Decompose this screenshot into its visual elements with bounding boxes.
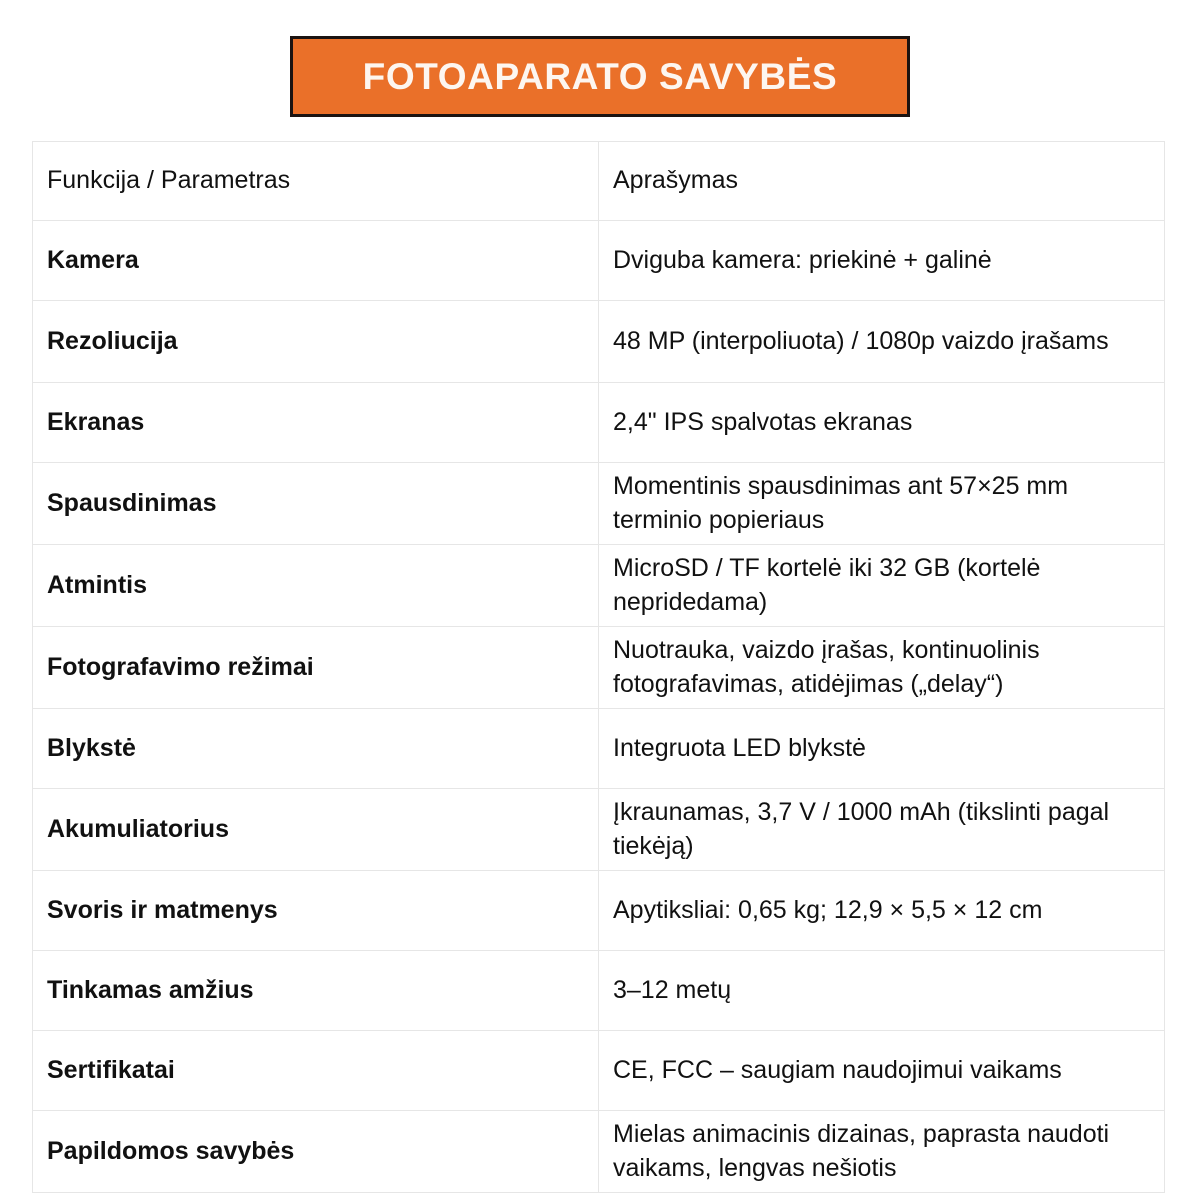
parameter-label: Blykstė xyxy=(47,733,136,762)
cell-description xyxy=(599,463,1165,545)
cell-parameter xyxy=(33,463,599,545)
cell-description xyxy=(599,709,1165,789)
cell-parameter xyxy=(33,1111,599,1193)
table-row xyxy=(33,221,1165,301)
table-row xyxy=(33,1031,1165,1111)
table-header-row xyxy=(33,142,1165,221)
parameter-label: Tinkamas amžius xyxy=(47,975,254,1004)
cell-description xyxy=(599,627,1165,709)
cell-parameter xyxy=(33,383,599,463)
description-value: Momentinis spausdinimas ant 57×25 mm terminio popieriaus xyxy=(613,472,1069,534)
description-value: 48 MP (interpoliuota) / 1080p vaizdo įrašams xyxy=(613,326,1109,355)
cell-description xyxy=(599,383,1165,463)
parameter-label: Spausdinimas xyxy=(47,488,217,517)
page-title-banner xyxy=(290,36,910,117)
cell-parameter xyxy=(33,1031,599,1111)
parameter-label: Akumuliatorius xyxy=(47,814,229,843)
description-value: Dviguba kamera: priekinė + galinė xyxy=(613,245,992,274)
table-row xyxy=(33,709,1165,789)
description-value: Įkraunamas, 3,7 V / 1000 mAh (tikslinti pagal tiekėją) xyxy=(613,798,1110,860)
description-value: Nuotrauka, vaizdo įrašas, kontinuolinis fotografavimas, atidėjimas („delay“) xyxy=(613,636,1040,698)
table-row xyxy=(33,545,1165,627)
table-row xyxy=(33,871,1165,951)
cell-description xyxy=(599,951,1165,1031)
table-body xyxy=(33,221,1165,1193)
table-row xyxy=(33,951,1165,1031)
cell-parameter xyxy=(33,709,599,789)
camera-specifications-table xyxy=(32,141,1165,1193)
cell-parameter xyxy=(33,789,599,871)
description-value: MicroSD / TF kortelė iki 32 GB (kortelė nepridedama) xyxy=(613,554,1041,616)
cell-description xyxy=(599,1111,1165,1193)
cell-parameter xyxy=(33,545,599,627)
banner-container xyxy=(0,36,1200,117)
parameter-label: Atmintis xyxy=(47,570,147,599)
parameter-label: Rezoliucija xyxy=(47,326,178,355)
description-value: Mielas animacinis dizainas, paprasta naudoti vaikams, lengvas nešiotis xyxy=(613,1120,1110,1182)
cell-parameter xyxy=(33,951,599,1031)
cell-description xyxy=(599,1031,1165,1111)
column-header-parameter: Funkcija / Parametras xyxy=(33,142,599,221)
table-row xyxy=(33,301,1165,383)
description-value: Integruota LED blykstė xyxy=(613,733,866,762)
table-row xyxy=(33,789,1165,871)
parameter-label: Sertifikatai xyxy=(47,1055,175,1084)
cell-parameter xyxy=(33,221,599,301)
page-title: FOTOAPARATO SAVYBĖS xyxy=(362,56,838,97)
cell-parameter xyxy=(33,627,599,709)
parameter-label: Papildomos savybės xyxy=(47,1136,295,1165)
cell-description xyxy=(599,301,1165,383)
parameter-label: Kamera xyxy=(47,245,139,274)
table-row xyxy=(33,1111,1165,1193)
parameter-label: Ekranas xyxy=(47,407,145,436)
cell-description xyxy=(599,545,1165,627)
description-value: Apytiksliai: 0,65 kg; 12,9 × 5,5 × 12 cm xyxy=(613,895,1043,924)
description-value: 2,4" IPS spalvotas ekranas xyxy=(613,407,913,436)
table-row xyxy=(33,463,1165,545)
description-value: CE, FCC – saugiam naudojimui vaikams xyxy=(613,1055,1062,1084)
parameter-label: Svoris ir matmenys xyxy=(47,895,278,924)
table-header xyxy=(33,142,1165,221)
cell-description xyxy=(599,221,1165,301)
description-value: 3–12 metų xyxy=(613,975,732,1004)
cell-description xyxy=(599,871,1165,951)
column-header-description: Aprašymas xyxy=(599,142,1165,221)
cell-description xyxy=(599,789,1165,871)
table-row xyxy=(33,627,1165,709)
cell-parameter xyxy=(33,871,599,951)
parameter-label: Fotografavimo režimai xyxy=(47,652,314,681)
cell-parameter xyxy=(33,301,599,383)
table-row xyxy=(33,383,1165,463)
